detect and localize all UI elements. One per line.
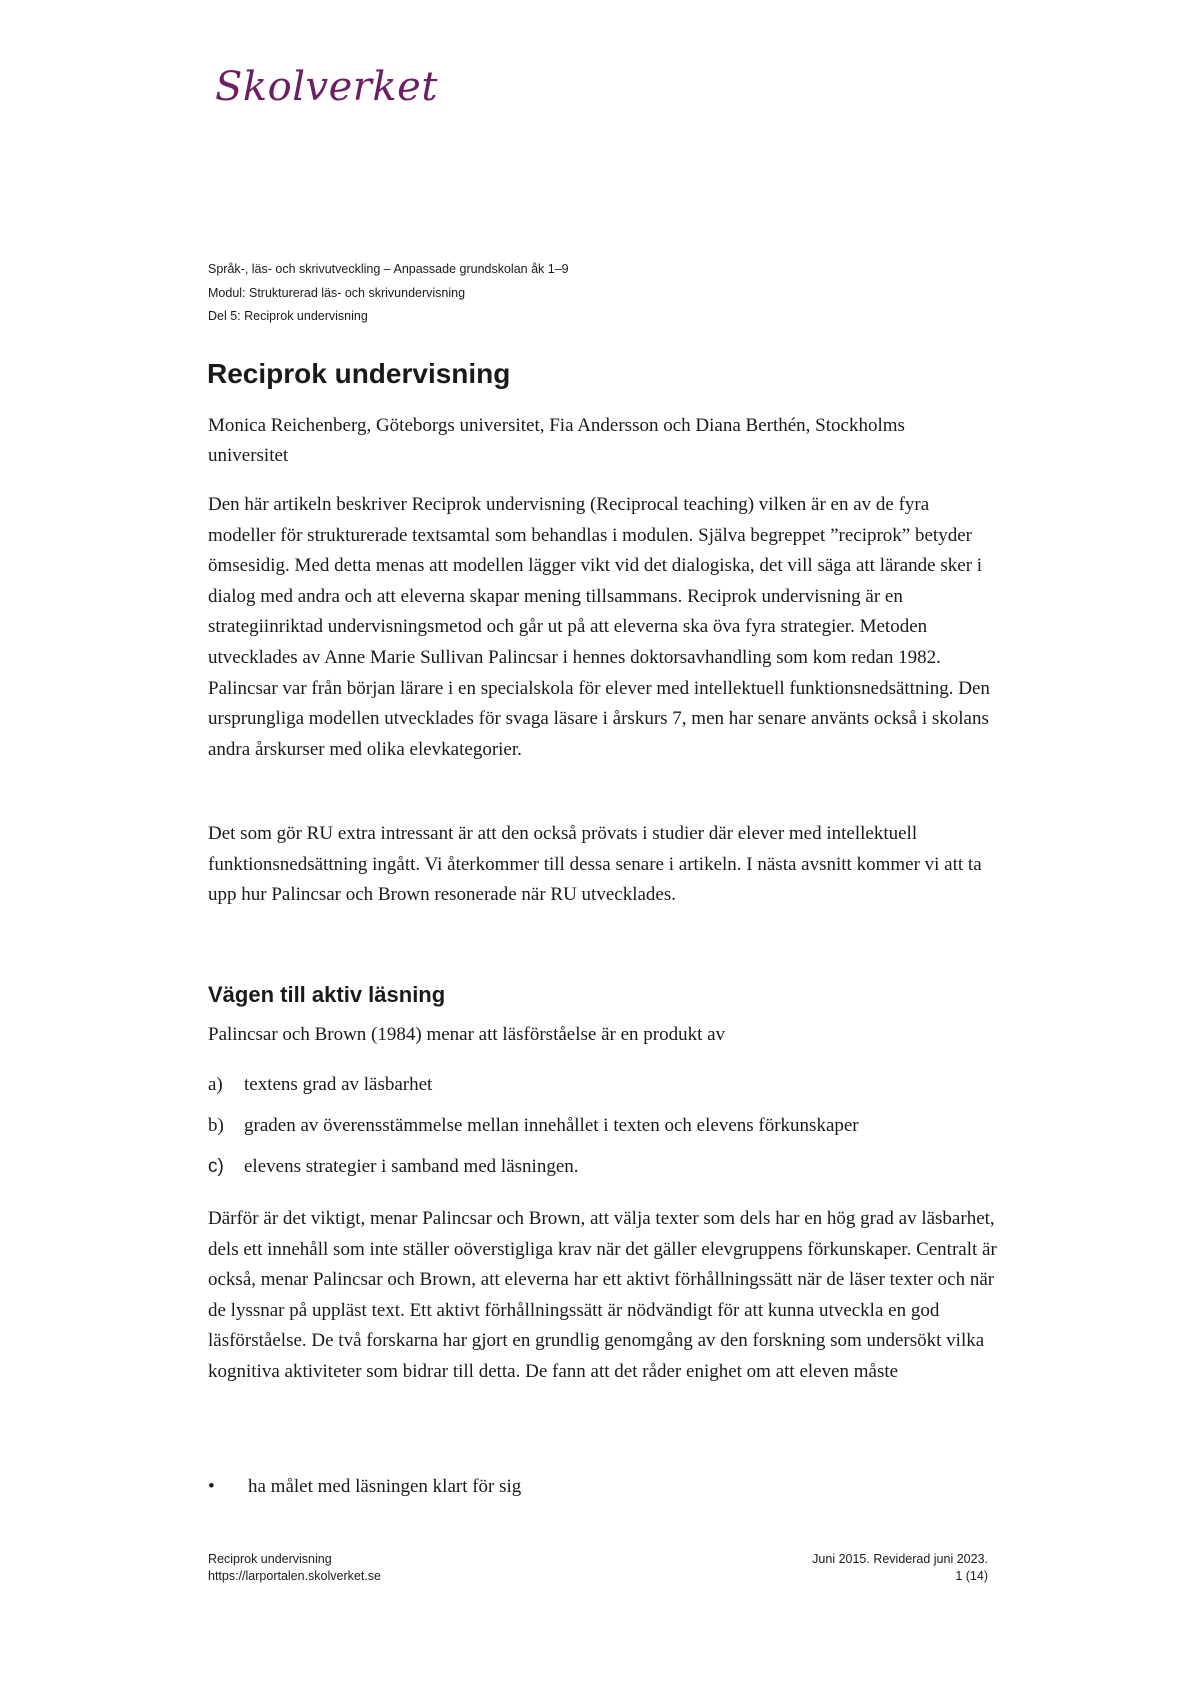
footer-right bbox=[760, 1551, 988, 1585]
list-item-text: textens grad av läsbarhet bbox=[244, 1074, 433, 1095]
list-marker: b) bbox=[208, 1115, 224, 1136]
meta-module: Modul: Strukturerad läs- och skrivundervisning bbox=[208, 285, 466, 300]
list-item-text: graden av överensstämmelse mellan innehållet i texten och elevens förkunskaper bbox=[244, 1115, 859, 1136]
footer-left bbox=[208, 1551, 381, 1585]
meta-series: Språk-, läs- och skrivutveckling – Anpassade grundskolan åk 1–9 bbox=[208, 262, 569, 276]
list-item bbox=[208, 1111, 1008, 1152]
page-title: Reciprok undervisning bbox=[207, 358, 511, 389]
meta-part: Del 5: Reciprok undervisning bbox=[208, 309, 368, 323]
document-meta bbox=[208, 258, 569, 329]
list-item-text: ha målet med läsningen klart för sig bbox=[248, 1476, 522, 1497]
list-marker: c) bbox=[208, 1156, 224, 1177]
paragraph-strategies: Därför är det viktigt, menar Palincsar och Brown, att välja texter som dels har en hög grad av läsbarhet, dels ett innehåll som inte ställer oöverstigliga krav när det gäller elevgruppens förkunskaper. Centralt är också, menar Palincsar och Brown, att eleverna har ett aktivt förhållningssätt när de läser texter och när de lyssnar på uppläst text. Ett aktivt förhållningssätt är nödvändigt för att kunna utveckla en god läsförståelse. De två forskarna har gjort en grundlig genomgång av den forskning som undersökt vilka kognitiva aktiviteter som bidrar till detta. De fann att det råder enighet om att eleven måste bbox=[208, 1208, 997, 1382]
list-item bbox=[208, 1472, 522, 1502]
paragraph-ru: Det som gör RU extra intressant är att den också prövats i studier där elever med intellektuell funktionsnedsättning ingått. Vi återkommer till dessa senare i artikeln. I nästa avsnitt kommer vi att ta upp hur Palincsar och Brown resonerade när RU utvecklades. bbox=[208, 823, 982, 906]
footer-url: https://larportalen.skolverket.se bbox=[208, 1569, 381, 1583]
footer-title: Reciprok undervisning bbox=[208, 1552, 332, 1566]
skolverket-logo: Skolverket bbox=[215, 64, 438, 110]
page-number: 1 (14) bbox=[955, 1569, 988, 1583]
list-item-text: elevens strategier i samband med läsningen. bbox=[244, 1156, 579, 1177]
list-item bbox=[208, 1152, 1008, 1193]
section-heading: Vägen till aktiv läsning bbox=[208, 982, 446, 1007]
footer-date: Juni 2015. Reviderad juni 2023. bbox=[812, 1552, 988, 1566]
paragraph-intro: Den här artikeln beskriver Reciprok undervisning (Reciprocal teaching) vilken är en av de fyra modeller för strukturerade textsamtal som behandlas i modulen. Själva begreppet ”reciprok” betyder ömsesidig. Med detta menas att modellen lägger vikt vid det dialogiska, det vill säga att lärande sker i dialog med andra och att eleverna skapar mening tillsammans. Reciprok undervisning är en strategiinriktad undervisningsmetod och går ut på att eleverna ska öva fyra strategier. Metoden utvecklades av Anne Marie Sullivan Palincsar i hennes doktorsavhandling som kom redan 1982. Palincsar var från början lärare i en specialskola för elever med intellektuell funktionsnedsättning. Den ursprungliga modellen utvecklades för svaga läsare i årskurs 7, men har senare använts också i skolans andra årskurser med olika elevkategorier. bbox=[208, 494, 990, 760]
paragraph-definition: Palincsar och Brown (1984) menar att läsförståelse är en produkt av bbox=[208, 1024, 726, 1045]
factor-list bbox=[208, 1070, 1008, 1193]
bullet-list bbox=[208, 1472, 522, 1502]
authors: Monica Reichenberg, Göteborgs universitet, Fia Andersson och Diana Berthén, Stockholms universitet bbox=[208, 415, 905, 466]
list-marker: a) bbox=[208, 1074, 223, 1095]
list-item bbox=[208, 1070, 1008, 1111]
bullet-icon: • bbox=[208, 1476, 215, 1497]
